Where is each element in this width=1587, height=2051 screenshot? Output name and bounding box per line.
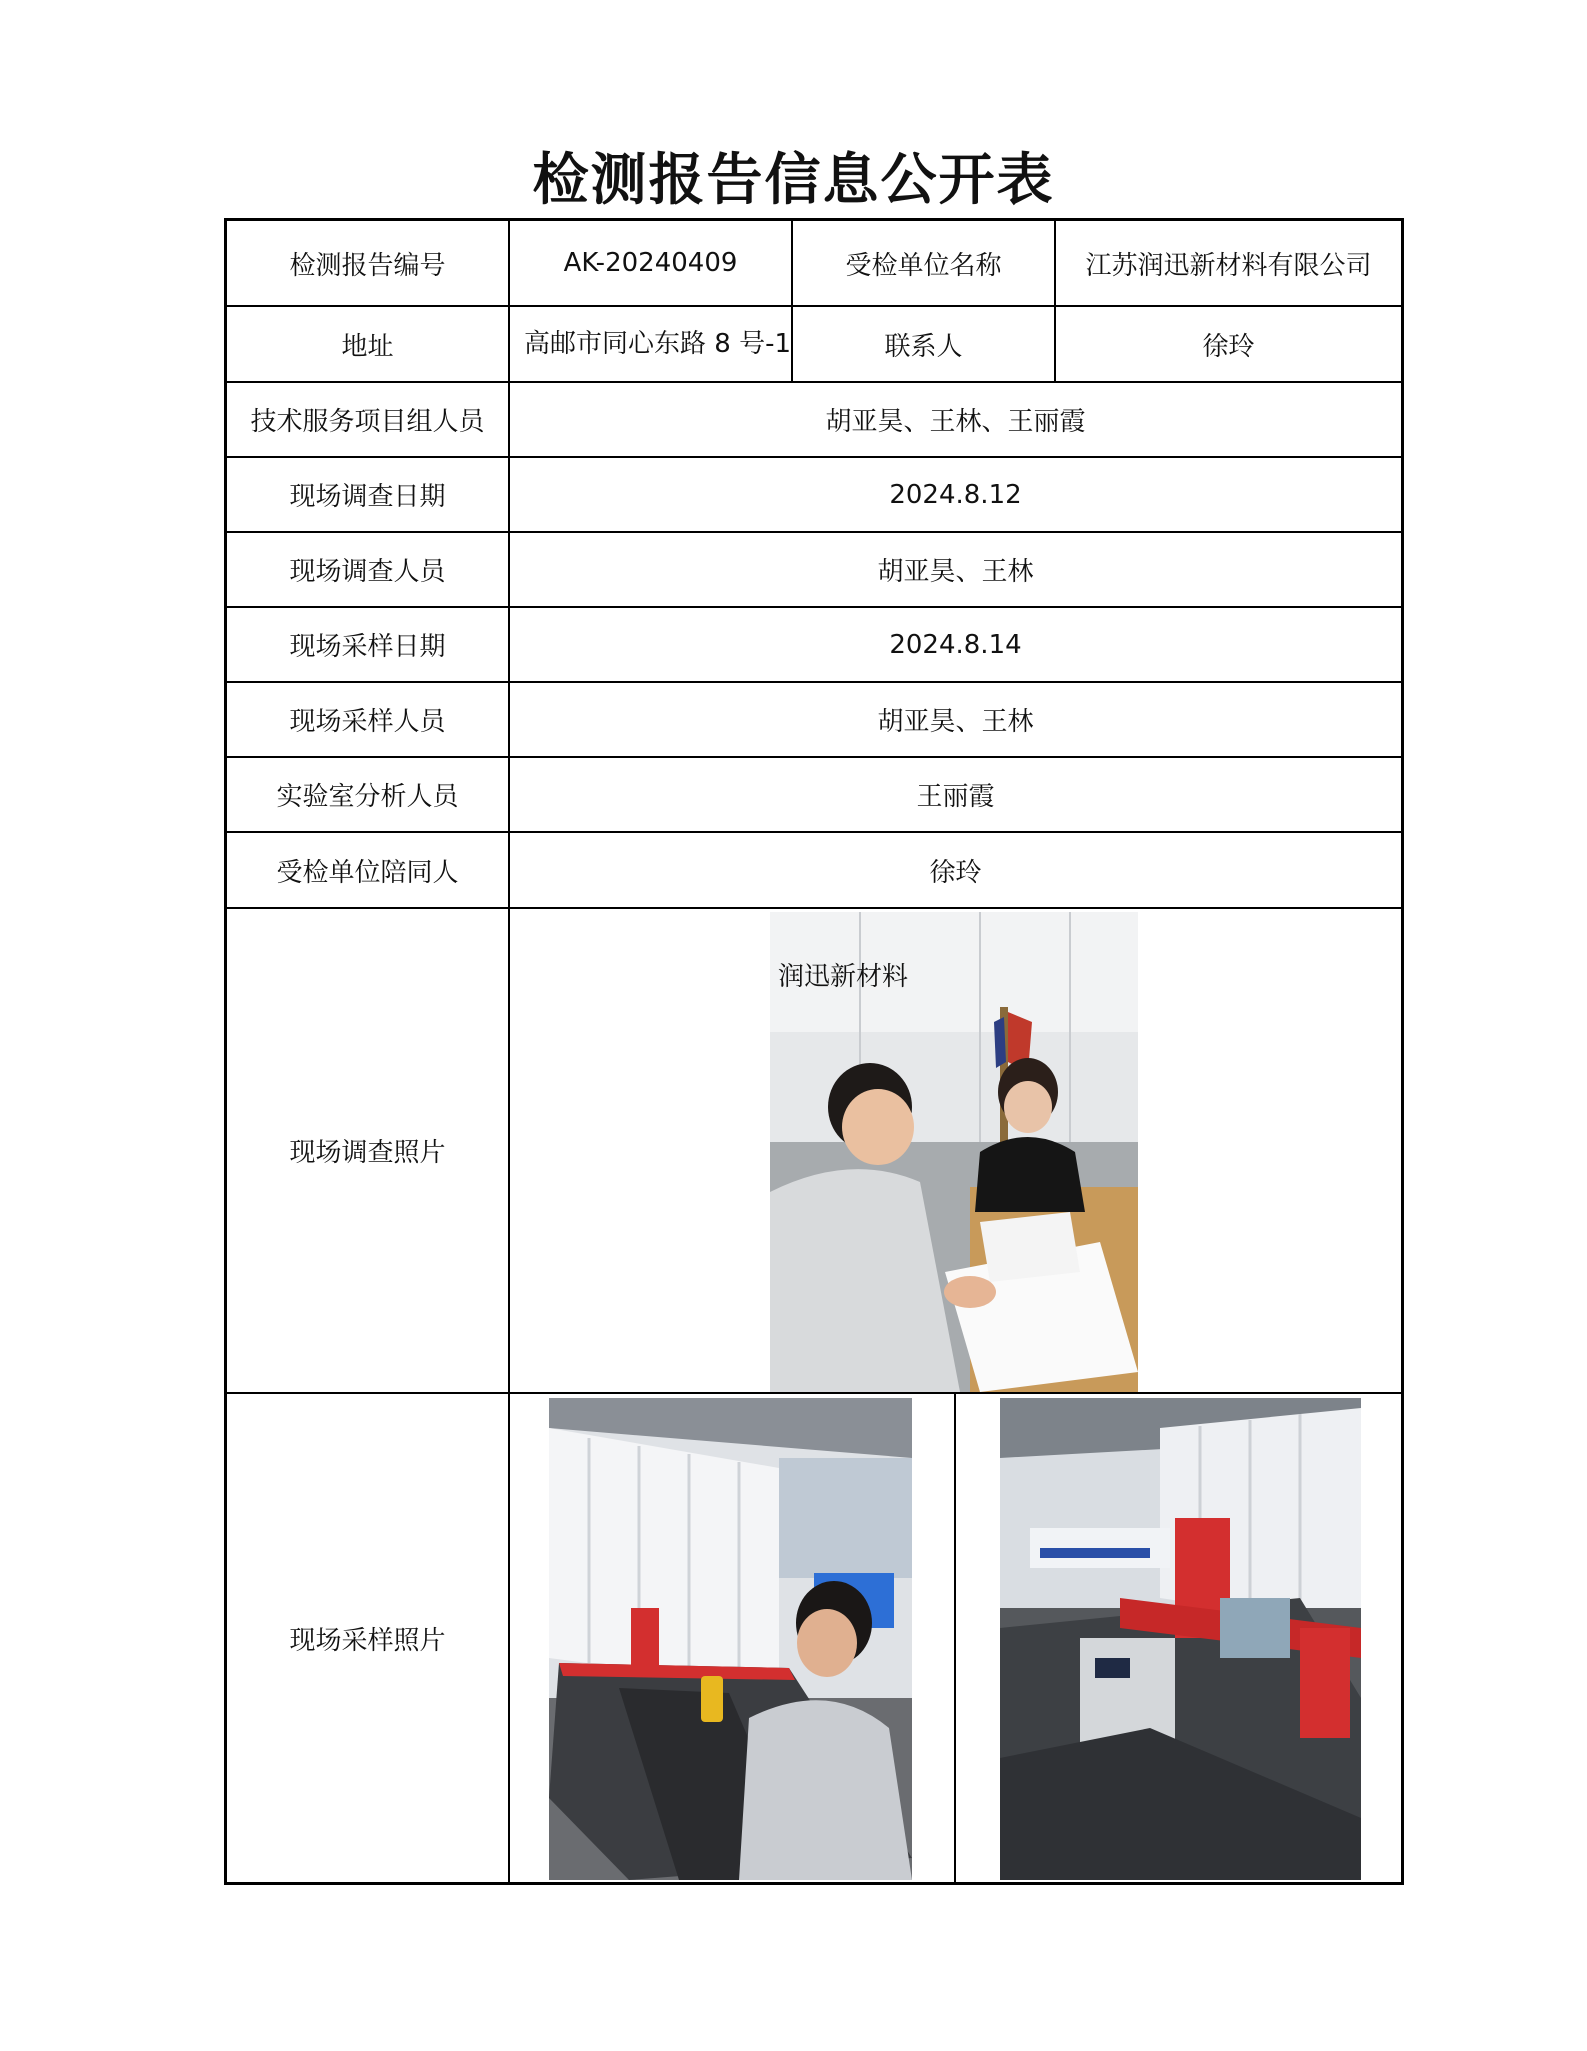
sample-date-label: 现场采样日期 xyxy=(227,608,510,683)
sample-staff-label: 现场采样人员 xyxy=(227,683,510,758)
report-no-label: 检测报告编号 xyxy=(227,221,510,307)
escort-value: 徐玲 xyxy=(510,833,1401,909)
escort-label: 受检单位陪同人 xyxy=(227,833,510,909)
survey-date-label: 现场调查日期 xyxy=(227,458,510,533)
survey-photo xyxy=(770,912,1138,1392)
report-no-value: AK-20240409 xyxy=(510,221,793,307)
lab-label: 实验室分析人员 xyxy=(227,758,510,833)
team-value: 胡亚昊、王林、王丽霞 xyxy=(510,383,1401,458)
sample-photo-2 xyxy=(1000,1398,1361,1880)
survey-photo-caption: 润迅新材料 xyxy=(778,962,909,992)
sample-photo-1 xyxy=(549,1398,912,1880)
sample-staff-value: 胡亚昊、王林 xyxy=(510,683,1401,758)
contact-label: 联系人 xyxy=(793,307,1056,383)
contact-value: 徐玲 xyxy=(1056,307,1401,383)
address-label: 地址 xyxy=(227,307,510,383)
sample-photo-label: 现场采样照片 xyxy=(227,1394,510,1882)
unit-label: 受检单位名称 xyxy=(793,221,1056,307)
address-value: 高邮市同心东路 8 号-1 xyxy=(510,307,793,383)
lab-value: 王丽霞 xyxy=(510,758,1401,833)
survey-date-value: 2024.8.12 xyxy=(510,458,1401,533)
survey-photo-label: 现场调查照片 xyxy=(227,909,510,1394)
sample-date-value: 2024.8.14 xyxy=(510,608,1401,683)
page-title: 检测报告信息公开表 xyxy=(532,148,1055,213)
team-label: 技术服务项目组人员 xyxy=(227,383,510,458)
sample-photo-2-image xyxy=(1000,1398,1361,1880)
survey-staff-label: 现场调查人员 xyxy=(227,533,510,608)
unit-value: 江苏润迅新材料有限公司 xyxy=(1056,221,1401,307)
info-table xyxy=(224,218,1404,1885)
sample-photo-1-image xyxy=(549,1398,912,1880)
survey-staff-value: 胡亚昊、王林 xyxy=(510,533,1401,608)
